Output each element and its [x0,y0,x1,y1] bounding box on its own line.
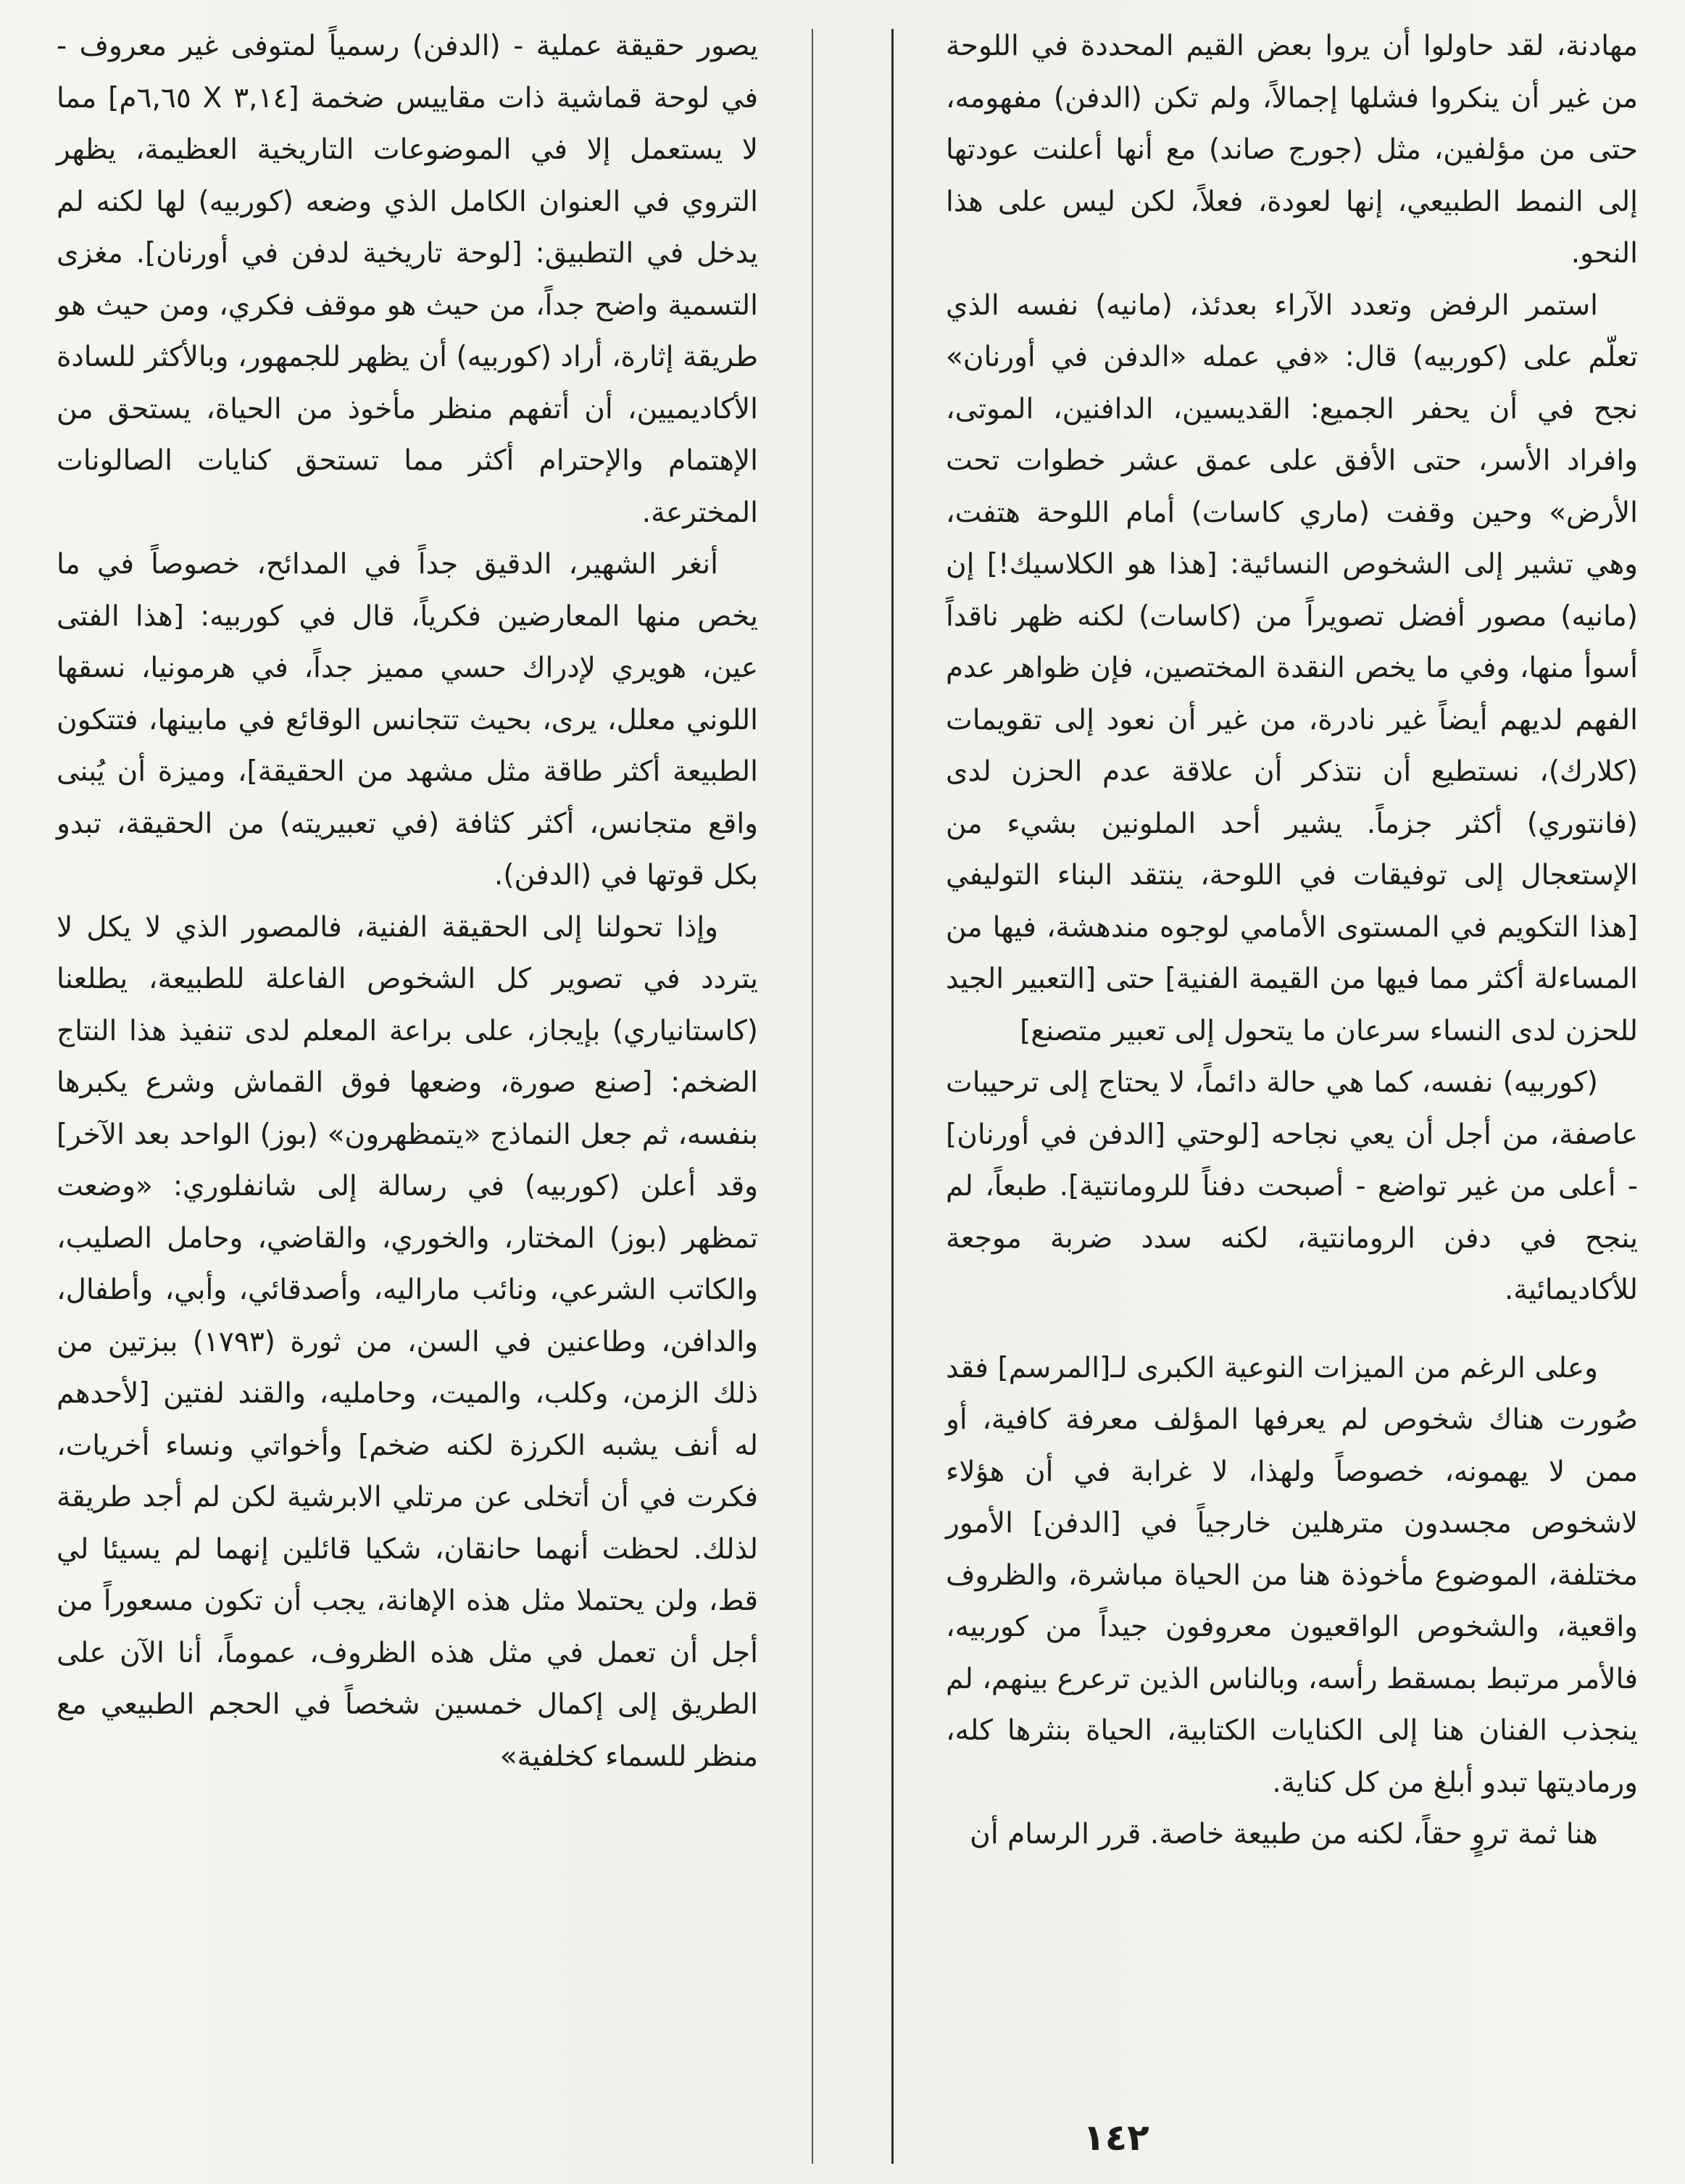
paragraph: يصور حقيقة عملية - (الدفن) رسمياً لمتوفى غير معروف - في لوحة قماشية ذات مقاييس ضخمة [٣,١٤ X ٦,٦٥م] مما لا يستعمل إلا في الموضوعات التاريخية العظيمة، يظهر التروي في العنوان الكامل الذي وضعه (كوربيه) لها لكنه لم يدخل في التطبيق: [لوحة تاريخية لدفن في أورنان]. مغزى التسمية واضح جداً، من حيث هو موقف فكري، ومن حيث هو طريقة إثارة، أراد (كوربيه) أن يظهر للجمهور، وبالأكثر للسادة الأكاديميين، أن أتفهم منظر مأخوذ من الحياة، يستحق من الإهتمام والإحترام أكثر مما تستحق كنايات الصالونات المخترعة. [57,30,758,529]
paragraph: وعلى الرغم من الميزات النوعية الكبرى لـ[المرسم] فقد صُورت هناك شخوص لم يعرفها المؤلف معرفة كافية، أو ممن لا يهمونه، خصوصاً ولهذا، لا غرابة في أن هؤلاء لاشخوص مجسدون مترهلين خارجياً في [الدفن] الأمور مختلفة، الموضوع مأخوذة هنا من الحياة مباشرة، والظروف واقعية، والشخوص الواقعيون معروفون جيداً من كوربيه، فالأمر مرتبط بمسقط رأسه، وبالناس الذين ترعرع بينهم، لم ينجذب الفنان هنا إلى الكنايات الكتابية، الحياة بنثرها كله، ورماديتها تبدو أبلغ من كل كناية. [946,1351,1638,1799]
paragraph: (كوربيه) نفسه، كما هي حالة دائماً، لا يحتاج إلى ترحيبات عاصفة، من أجل أن يعي نجاحه [لوحتي [الدفن في أورنان] - أعلى من غير تواضع - أصبحت دفناً للرومانتية]. طبعاً، لم ينجح في دفن الرومانتية، لكنه سدد ضربة موجعة للأكاديمائية. [946,1066,1638,1306]
column-divider [891,29,894,2164]
left-text-column [57,20,758,1782]
paragraph: وإذا تحولنا إلى الحقيقة الفنية، فالمصور الذي لا يكل لا يتردد في تصوير كل الشخوص الفاعلة للطبيعة، يطلعنا (كاستانياري) بإيجاز، على براعة المعلم لدى تنفيذ هذا النتاج الضخم: [صنع صورة، وضعها فوق القماش وشرع يكبرها بنفسه، ثم جعل النماذج «يتمظهرون» (بوز) الواحد بعد الآخر] وقد أعلن (كوربيه) في رسالة إلى شانفلوري: «وضعت تمظهر (بوز) المختار، والخوري، والقاضي، وحامل الصليب، والكاتب الشرعي، ونائب ماراليه، وأصدقائي، وأبي، وأطفال، والدافن، وطاعنين في السن، من ثورة (١٧٩٣) ببزتين من ذلك الزمن، وكلب، والميت، وحامليه، والقند لفتين [لأحدهم له أنف يشبه الكرزة لكنه ضخم] وأخواتي ونساء أخريات، فكرت في أن أتخلى عن مرتلي الابرشية لكن لم أجد طريقة لذلك. لحظت أنهما حانقان، شكيا قائلين إنهما لم يسيئا لي قط، ولن يحتملا مثل هذه الإهانة، يجب أن تكون مسعوراً من أجل أن تعمل في مثل هذه الظروف، عموماً، أنا الآن على الطريق إلى إكمال خمسين شخصاً في الحجم الطبيعي مع منظر للسماء كخلفية» [57,910,758,1773]
page-number: ١٤٢ [1083,2117,1149,2159]
paragraph: أنغر الشهير، الدقيق جداً في المدائح، خصوصاً في ما يخص منها المعارضين فكرياً، قال في كوربيه: [هذا الفتى عين، هويري لإدراك حسي مميز جداً، في هرمونيا، نسقها اللوني معلل، يرى، بحيث تتجانس الوقائع في مابينها، فتتكون الطبيعة أكثر طاقة مثل مشهد من الحقيقة]، وميزة أن يُبنى واقع متجانس، أكثر كثافة (في تعبيريته) من الحقيقة، تبدو بكل قوتها في (الدفن). [57,548,758,892]
paragraph: مهادنة، لقد حاولوا أن يروا بعض القيم المحددة في اللوحة من غير أن ينكروا فشلها إجمالاً، ولم تكن (الدفن) مفهومه، حتى من مؤلفين، مثل (جورج صاند) مع أنها أعلنت عودتها إلى النمط الطبيعي، إنها لعودة، فعلاً، لكن ليس على هذا النحو. [946,30,1638,270]
paragraph: هنا ثمة تروٍ حقاً، لكنه من طبيعة خاصة. قرر الرسام أن [970,1818,1598,1851]
right-text-column [946,20,1638,1861]
paragraph: استمر الرفض وتعدد الآراء بعدئذ، (مانيه) نفسه الذي تعلّم على (كوربيه) قال: «في عمله «الدفن في أورنان» نجح في أن يحفر الجميع: القديسين، الدافنين، الموتى، وافراد الأسر، حتى الأفق على عمق عشر خطوات تحت الأرض» وحين وقفت (ماري كاسات) أمام اللوحة هتفت، وهي تشير إلى الشخوص النسائية: [هذا هو الكلاسيك!] إن (مانيه) مصور أفضل تصويراً من (كاسات) لكنه ظهر ناقداً أسوأ منها، وفي ما يخص النقدة المختصين، فإن ظواهر عدم الفهم لديهم أيضاً غير نادرة، من غير أن نعود إلى تقويمات (كلارك)، نستطيع أن نتذكر أن علاقة عدم الحزن لدى (فانتوري) أكثر جزماً. يشير أحد الملونين بشيء من الإستعجال إلى توفيقات في اللوحة، ينتقد البناء التوليفي [هذا التكويم في المستوى الأمامي لوجوه مندهشة، فيها من المساءلة أكثر مما فيها من القيمة الفنية] حتى [التعبير الجيد للحزن لدى النساء سرعان ما يتحول إلى تعبير متصنع] [946,288,1638,1047]
column-divider [812,29,813,2164]
